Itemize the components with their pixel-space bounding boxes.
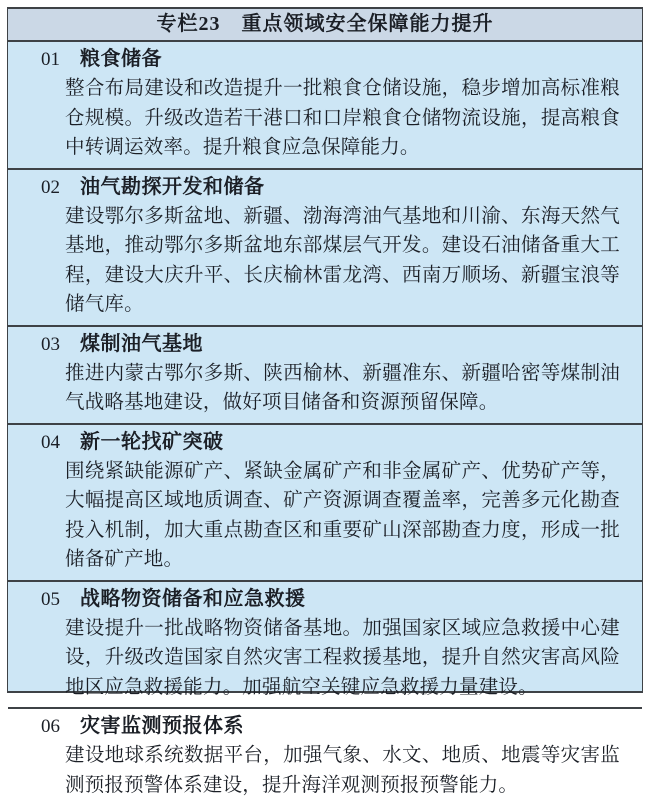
section-disaster-monitoring xyxy=(8,707,642,805)
section-head xyxy=(8,45,642,74)
section-number: 05 xyxy=(41,588,60,610)
section-number: 02 xyxy=(41,176,60,198)
section-body: 建设提升一批战略物资储备基地。加强国家区域应急救援中心建设，升级改造国家自然灾害工程救援基地，提升自然灾害高风险地区应急救援能力。加强航空关键应急救援力量建设。 xyxy=(65,617,620,698)
section-heading: 战略物资储备和应急救援 xyxy=(80,587,306,610)
section-body: 整合布局建设和改造提升一批粮食仓储设施，稳步增加高标准粮仓规模。升级改造若干港口和口岸粮食仓储物流设施，提高粮食中转调运效率。提升粮食应急保障能力。 xyxy=(65,78,620,158)
section-number: 01 xyxy=(41,49,60,70)
section-body: 推进内蒙古鄂尔多斯、陕西榆林、新疆准东、新疆哈密等煤制油气战略基地建设，做好项目储备和资源预留保障。 xyxy=(65,362,620,413)
column-panel xyxy=(7,7,643,796)
section-coal-to-oil-gas-bases xyxy=(8,325,642,423)
section-heading: 灾害监测预报体系 xyxy=(80,715,244,737)
section-oil-gas-exploration xyxy=(8,168,642,325)
section-number: 06 xyxy=(41,716,60,737)
section-number: 04 xyxy=(41,431,60,453)
section-head xyxy=(8,173,642,202)
section-grain-reserves xyxy=(8,42,642,168)
section-heading: 油气勘探开发和储备 xyxy=(80,175,265,198)
section-heading: 煤制油气基地 xyxy=(80,332,203,355)
section-number: 03 xyxy=(41,333,60,355)
section-body: 建设地球系统数据平台，加强气象、水文、地质、地震等灾害监测预报预警体系建设，提升海洋观测预报预警能力。 xyxy=(65,745,620,796)
panel-title: 专栏23 重点领域安全保障能力提升 xyxy=(8,9,642,42)
section-heading: 新一轮找矿突破 xyxy=(80,430,224,453)
section-head xyxy=(8,585,642,614)
section-body: 围绕紧缺能源矿产、紧缺金属矿产和非金属矿产、优势矿产等，大幅提高区域地质调查、矿产资源调查覆盖率，完善多元化勘查投入机制，加大重点勘查区和重要矿山深部勘查力度，形成一批储备矿产地。 xyxy=(65,460,620,570)
section-heading: 粮食储备 xyxy=(80,48,162,70)
section-body: 建设鄂尔多斯盆地、新疆、渤海湾油气基地和川渝、东海天然气基地，推动鄂尔多斯盆地东部煤层气开发。建设石油储备重大工程，建设大庆升平、长庆榆林雷龙湾、西南万顺场、新疆宝浪等储气库。 xyxy=(65,205,620,315)
section-head xyxy=(8,712,642,741)
section-head xyxy=(8,428,642,457)
section-strategic-reserves-rescue xyxy=(8,580,642,708)
section-mineral-prospecting xyxy=(8,423,642,580)
section-head xyxy=(8,330,642,359)
